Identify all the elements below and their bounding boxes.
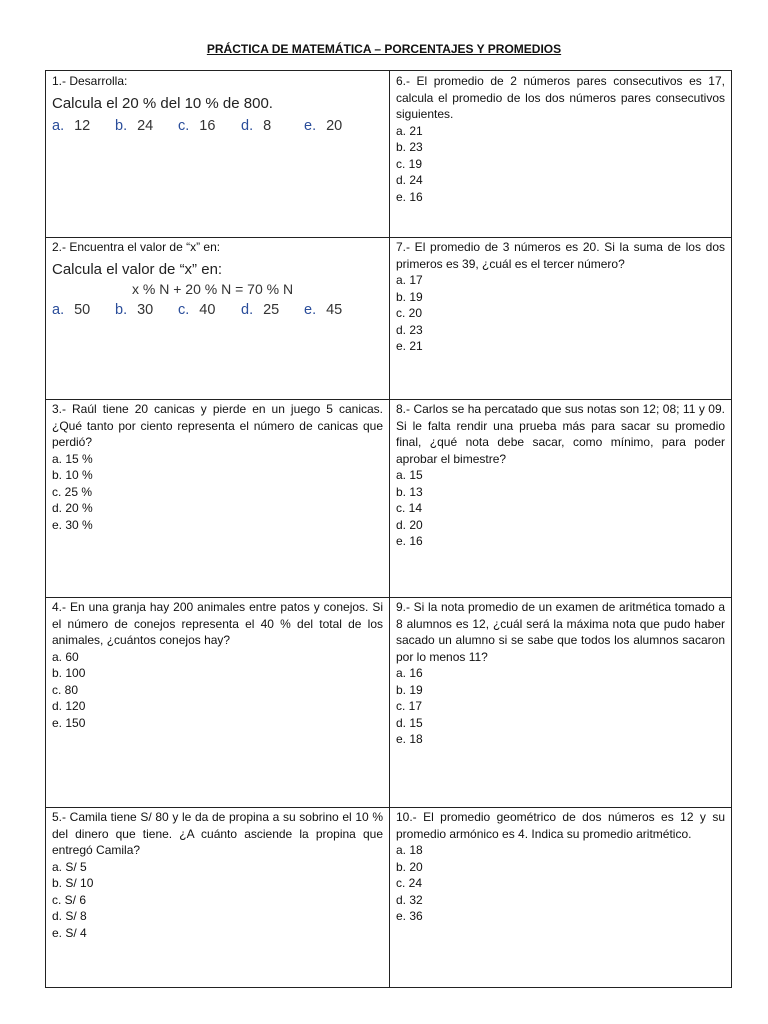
option-d: d. S/ 8 <box>52 909 87 923</box>
option-e: e. 150 <box>52 715 86 730</box>
image-options <box>52 300 383 320</box>
option-b: b. 20 <box>396 859 423 874</box>
option-c: c. 20 <box>396 306 423 320</box>
option-c: c. 17 <box>396 699 423 713</box>
option-b: b. 24 <box>115 117 154 134</box>
problem-equation: x % N + 20 % N = 70 % N <box>132 280 294 297</box>
option-c: c. 25 % <box>52 484 93 499</box>
problem-image-text: Calcula el valor de “x” en: <box>52 260 223 278</box>
option-e: e. 45 <box>304 301 343 318</box>
option-a: a. 50 <box>52 301 91 318</box>
option-b: b. 19 <box>396 289 423 304</box>
option-b: b. 13 <box>396 484 423 499</box>
option-c: c. 16 <box>178 117 216 134</box>
option-d: d. 8 <box>241 117 272 134</box>
option-c: c. 14 <box>396 501 423 515</box>
problem-statement: 8.- Carlos se ha percatado que sus notas son 12; 08; 11 y 09. Si le falta rendir una prueba más para sacar su promedio final, ¿qué nota debe sacar, como mínimo, para poder aprobar el bimestre? <box>396 402 725 466</box>
option-b: b. 23 <box>396 140 423 154</box>
option-d: d. 15 <box>396 715 423 730</box>
problem-7 <box>390 237 731 399</box>
problem-statement: 5.- Camila tiene S/ 80 y le da de propina a su sobrino el 10 % del dinero que tiene. ¿A cuánto asciende la propina que entregó Camila? <box>52 810 383 857</box>
problem-6 <box>390 71 731 237</box>
problem-heading: 1.- Desarrolla: <box>52 74 128 88</box>
page-title: PRÁCTICA DE MATEMÁTICA – PORCENTAJES Y PROMEDIOS <box>206 42 562 56</box>
problem-4 <box>46 597 390 807</box>
option-e: e. 16 <box>396 189 423 204</box>
option-d: d. 24 <box>396 173 423 187</box>
problem-statement: 9.- Si la nota promedio de un examen de aritmética tomado a 8 alumnos es 12, ¿cuál será la máxima nota que pudo haber sacado un alumno si se sabe que todos los alumnos sacaron por lo menos 11? <box>396 600 725 664</box>
option-c: c. 24 <box>396 876 423 890</box>
option-b: b. 30 <box>115 301 154 318</box>
option-a: a. 17 <box>396 273 423 287</box>
option-a: a. S/ 5 <box>52 859 87 874</box>
option-b: b. 19 <box>396 682 423 697</box>
option-a: a. 15 % <box>52 451 93 466</box>
option-b: b. S/ 10 <box>52 876 94 890</box>
option-c: c. 19 <box>396 156 423 171</box>
problem-1 <box>46 71 390 237</box>
problem-statement: 3.- Raúl tiene 20 canicas y pierde en un juego 5 canicas. ¿Qué tanto por ciento representa el número de canicas que perdió? <box>52 402 383 449</box>
option-d: d. 120 <box>52 699 86 713</box>
problem-10 <box>390 807 731 987</box>
option-c: c. 40 <box>178 301 216 318</box>
option-a: a. 60 <box>52 649 79 664</box>
problem-statement: 4.- En una granja hay 200 animales entre patos y conejos. Si el número de conejos representa el 40 % del total de los animales, ¿cuántos conejos hay? <box>52 600 383 647</box>
image-options <box>52 116 383 136</box>
option-a: a. 21 <box>396 123 423 138</box>
option-e: e. 16 <box>396 534 423 548</box>
problem-5 <box>46 807 390 987</box>
problem-8 <box>390 399 731 597</box>
option-e: e. 36 <box>396 909 423 923</box>
option-d: d. 32 <box>396 892 423 907</box>
option-b: b. 100 <box>52 666 86 680</box>
option-b: b. 10 % <box>52 468 93 482</box>
exercise-grid <box>45 70 732 988</box>
option-a: a. 12 <box>52 117 91 134</box>
problem-statement: 10.- El promedio geométrico de dos números es 12 y su promedio armónico es 4. Indica su promedio aritmético. <box>396 810 725 841</box>
problem-2 <box>46 237 390 399</box>
option-e: e. 20 <box>304 117 343 134</box>
problem-statement: 7.- El promedio de 3 números es 20. Si la suma de los dos primeros es 39, ¿cuál es el tercer número? <box>396 240 725 271</box>
option-c: c. S/ 6 <box>52 892 87 907</box>
option-e: e. 30 % <box>52 517 93 532</box>
option-d: d. 25 <box>241 301 280 318</box>
problem-heading: 2.- Encuentra el valor de “x” en: <box>52 240 221 254</box>
option-a: a. 16 <box>396 666 423 680</box>
option-e: e. 18 <box>396 732 423 746</box>
problem-9 <box>390 597 731 807</box>
option-d: d. 20 <box>396 517 423 532</box>
option-e: e. 21 <box>396 339 423 353</box>
option-d: d. 20 % <box>52 501 93 515</box>
option-a: a. 15 <box>396 468 423 482</box>
problem-image-text: Calcula el 20 % del 10 % de 800. <box>52 94 273 112</box>
problem-statement: 6.- El promedio de 2 números pares consecutivos es 17, calcula el promedio de los dos números pares consecutivos siguientes. <box>396 74 725 121</box>
option-d: d. 23 <box>396 322 423 337</box>
option-c: c. 80 <box>52 682 79 697</box>
option-e: e. S/ 4 <box>52 925 87 940</box>
option-a: a. 18 <box>396 843 423 857</box>
problem-3 <box>46 399 390 597</box>
